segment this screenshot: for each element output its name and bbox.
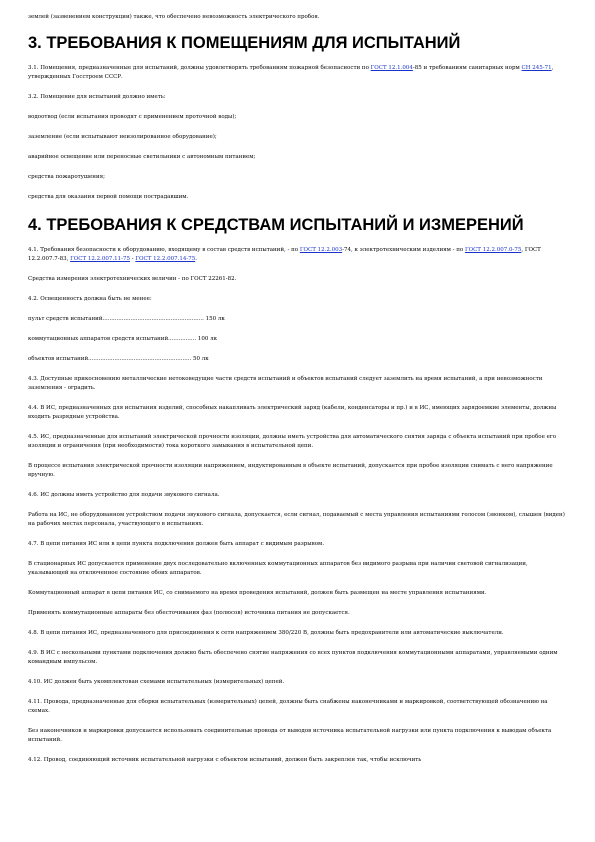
list-item: заземление (если испытывают неизолированное оборудование); [28, 134, 217, 140]
link-gost-12-2-007-11[interactable]: ГОСТ 12.2.007.11-75 [70, 256, 130, 262]
link-gost-12-2-007-0[interactable]: ГОСТ 12.2.007.0-75 [464, 247, 522, 253]
list-item: средства для оказания первой помощи пострадавшим. [28, 194, 189, 200]
paragraph-4-11: 4.11. Провода, предназначенные для сборки испытательных (измерительных) цепей, должны быть снабжены наконечниками и маркировкой, соответствующей обозначению на схемах. [28, 699, 548, 714]
paragraph: Работа на ИС, не оборудованном устройством подачи звукового сигнала, допускается, если сигнал, подаваемый с места управления испытаниями голосом (звонком), слышен (виден) на рабочих местах персонала, участвующего в испытаниях. [28, 512, 565, 527]
link-gost-12-2-003[interactable]: ГОСТ 12.2.003 [299, 247, 343, 253]
section-3-heading: 3. ТРЕБОВАНИЯ К ПОМЕЩЕНИЯМ ДЛЯ ИСПЫТАНИЙ [28, 34, 461, 52]
list-item: водоотвод (если испытания проводят с применением проточной воды); [28, 114, 237, 120]
illumination-switchgear: коммутационных аппаратов средств испытаний................ 100 лк [28, 336, 218, 342]
link-gost-12-1-004[interactable]: ГОСТ 12.1.004 [370, 65, 413, 71]
text-span: 3.1. Помещения, предназначенные для испытаний, должны удовлетворять требованиям пожарной безопасности по [28, 65, 371, 71]
paragraph: Коммутационный аппарат в цепи питания ИС, со снимаемого на время проведения испытаний, должен быть размещен на месте управления испытаниями. [28, 590, 487, 596]
paragraph-3-1 [28, 64, 568, 82]
paragraph-3-2: 3.2. Помещение для испытаний должно иметь: [28, 94, 166, 100]
paragraph-4-9: 4.9. В ИС с нескольными пунктами подключения должно быть обеспечено снятие напряжения со всех пунктов подключения коммутационными аппаратами, управляемыми одним командным импульсом. [28, 650, 558, 665]
paragraph-4-2: 4.2. Освещенность должна быть не менее: [28, 296, 152, 302]
illumination-objects: объектов испытаний........................................................... 50 лк [28, 356, 209, 362]
paragraph: Без наконечников и маркировки допускается использовать соединительные провода от выводов источника испытательной нагрузки или пункта подключения к выводам объекта испытаний. [28, 728, 552, 743]
paragraph-4-10: 4.10. ИС должен быть укомплектован схемами испытательных (измерительных) цепей. [28, 679, 285, 685]
paragraph-4-12: 4.12. Провод, соединяющий источник испытательной нагрузки с объектом испытаний, должен быть закреплен так, чтобы исключить [28, 757, 422, 763]
paragraph-4-6: 4.6. ИС должны иметь устройство для подачи звукового сигнала. [28, 492, 220, 498]
paragraph: В процессе испытания электрической прочности изоляции напряжением, индуктированным в объекте испытаний, допускается при пробое изоляции снимать с него напряжение вручную. [28, 463, 553, 478]
document-page [28, 13, 568, 776]
paragraph: Применять коммутационные аппараты без обесточивания фаз (полюсов) источника питания не допускается. [28, 610, 350, 616]
text-span: , утвержденных Госстроем СССР. [28, 65, 554, 80]
paragraph-measuring: Средства измерения электротехнических величин - по ГОСТ 22261-82. [28, 276, 237, 282]
text-span: - [129, 256, 136, 262]
paragraph-4-4: 4.4. В ИС, предназначенных для испытания изделий, способных накапливать электрический заряд (кабели, конденсаторы и пр.) и в ИС, имеющих зарядоемкие элементы, должны входить разрядные устройства. [28, 405, 557, 420]
paragraph-4-3: 4.3. Доступные прикосновению металлические нетоковедущие части средств испытаний и объектов испытаний следует заземлить на время испытаний, а при невозможности заземления - оградить. [28, 376, 543, 391]
text-span: -74, к электротехническим изделиям - по [342, 247, 465, 253]
text-span: . [195, 256, 197, 262]
paragraph: В стационарных ИС допускается применение двух последовательно включенных коммутационных аппаратов без видимого разрыва при наличии световой сигнализации, указывающей на отключенное состояние обоих аппаратов. [28, 561, 528, 576]
link-sn-245-71[interactable]: СН 245-71 [521, 65, 552, 71]
paragraph-4-5: 4.5. ИС, предназначенные для испытаний электрической прочности изоляции, должны иметь устройства для автоматического снятия заряда с объекта испытаний при пробое его изоляции и ограничения (при необходимости) тока короткого замыкания в испытательной цепи. [28, 434, 557, 449]
text-span: , ГОСТ 12.2.007.7-83, [28, 247, 541, 262]
text-span: 4.1. Требования безопасности к оборудованию, входящему в состав средств испытаний, - по [28, 247, 300, 253]
list-item: аварийное освещение или переносные светильники с автономным питанием; [28, 154, 256, 160]
paragraph-top: землей (зазвенением конструкции) также, что обеспечено невозможность электрического пробоя. [28, 14, 320, 20]
paragraph-4-7: 4.7. В цепи питания ИС или в цепи пункта подключения должен быть аппарат с видимым разрывом. [28, 541, 325, 547]
text-span: -85 и требованиям санитарных норм [412, 65, 522, 71]
list-item: средства пожаротушения; [28, 174, 105, 180]
illumination-console: пульт средств испытаний.......................................................... 150 лк [28, 316, 225, 322]
link-gost-12-2-007-14[interactable]: ГОСТ 12.2.007.14-75 [135, 256, 196, 262]
paragraph-4-8: 4.8. В цепи питания ИС, предназначенного для присоединения к сети напряжением 380/220 В, должны быть предохранители или автоматические выключатели. [28, 630, 504, 636]
section-4-heading: 4. ТРЕБОВАНИЯ К СРЕДСТВАМ ИСПЫТАНИЙ И ИЗМЕРЕНИЙ [28, 216, 524, 234]
paragraph-4-1 [28, 246, 568, 264]
